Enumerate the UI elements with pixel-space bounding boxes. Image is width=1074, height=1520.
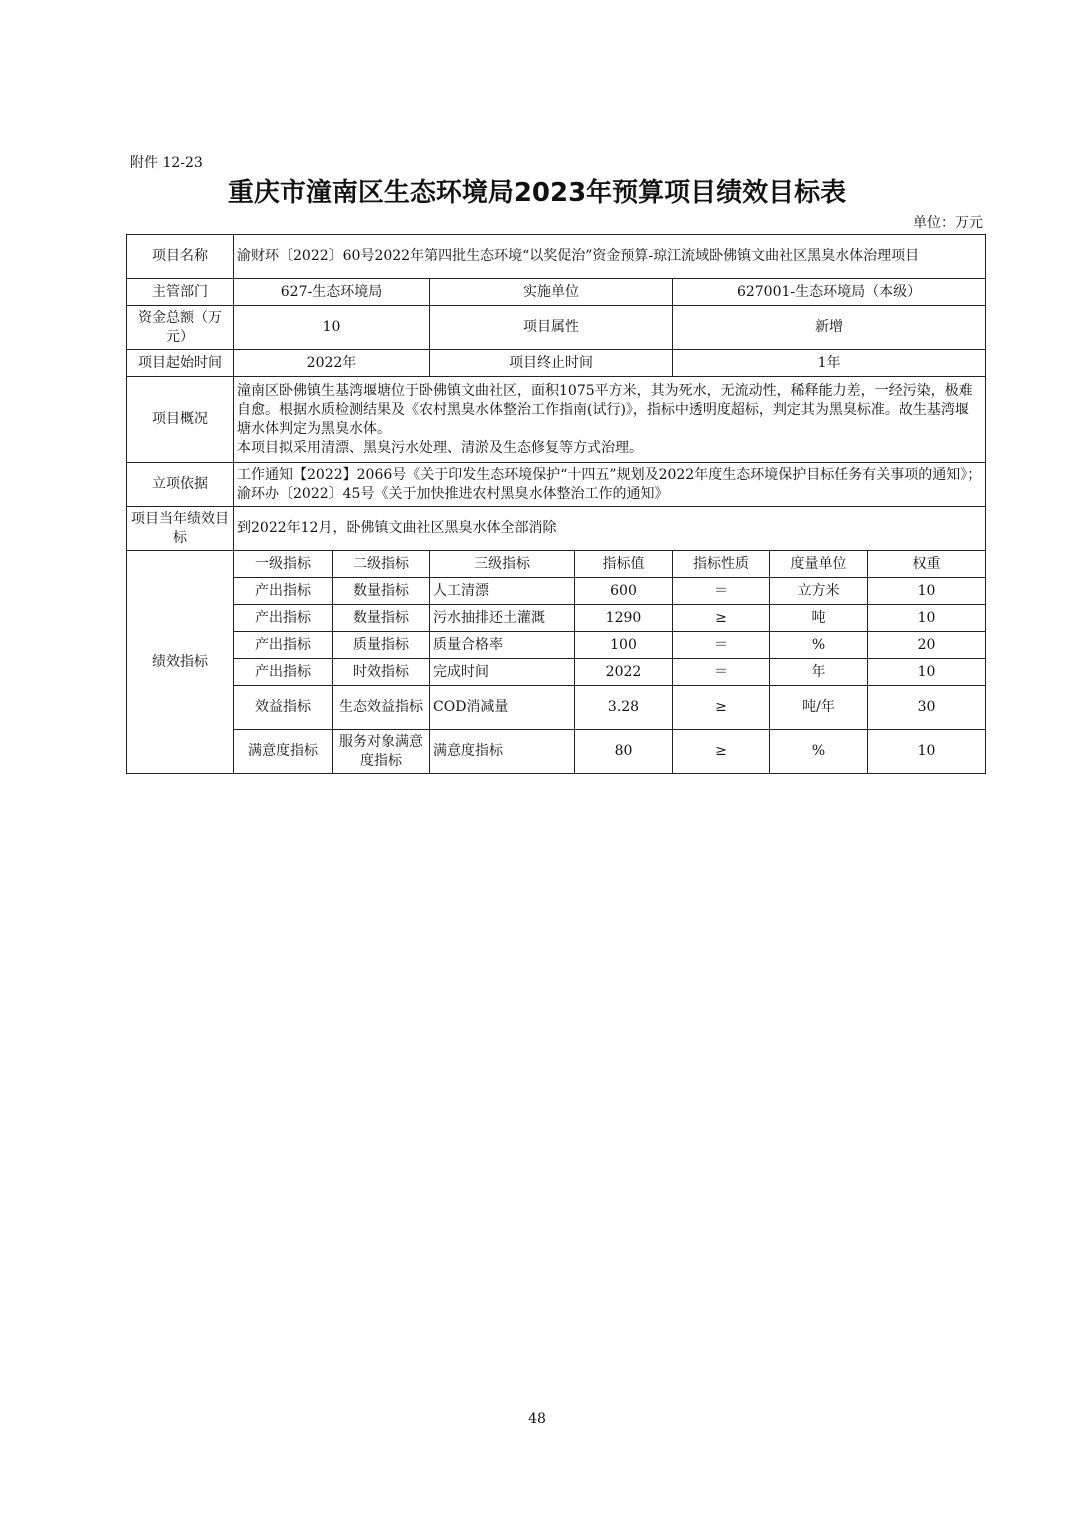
project-name-label: 项目名称 — [127, 235, 234, 279]
fund-label: 资金总额（万元） — [127, 306, 234, 350]
fund-value: 10 — [234, 306, 430, 350]
page-title: 重庆市潼南区生态环境局2023年预算项目绩效目标表 — [227, 178, 847, 208]
level2-cell: 数量指标 — [333, 578, 430, 605]
nature-cell: ＝ — [673, 659, 770, 686]
nature-cell: ＝ — [673, 632, 770, 659]
indicators-label: 绩效指标 — [127, 551, 234, 774]
attr-label: 项目属性 — [430, 306, 673, 350]
header-cell: 指标性质 — [673, 551, 770, 578]
level3-cell: COD消减量 — [430, 686, 575, 730]
level2-cell: 服务对象满意度指标 — [333, 730, 430, 774]
nature-cell: ≥ — [673, 730, 770, 774]
level1-cell: 效益指标 — [234, 686, 333, 730]
table-row — [127, 659, 986, 686]
header-cell: 一级指标 — [234, 551, 333, 578]
table-row — [127, 632, 986, 659]
dept-value: 627-生态环境局 — [234, 279, 430, 306]
level3-cell: 完成时间 — [430, 659, 575, 686]
level1-cell: 产出指标 — [234, 578, 333, 605]
level2-cell: 生态效益指标 — [333, 686, 430, 730]
attachment-label: 附件 12-23 — [130, 155, 203, 171]
unit-cell: % — [770, 730, 868, 774]
row-project-name — [127, 235, 986, 279]
unit-cell: 吨 — [770, 605, 868, 632]
level1-cell: 产出指标 — [234, 659, 333, 686]
weight-cell: 10 — [868, 659, 986, 686]
row-goal — [127, 507, 986, 551]
start-value: 2022年 — [234, 350, 430, 377]
level3-cell: 污水抽排还土灌溉 — [430, 605, 575, 632]
goal-label: 项目当年绩效目标 — [127, 507, 234, 551]
value-cell: 2022 — [575, 659, 673, 686]
level2-cell: 质量指标 — [333, 632, 430, 659]
header-cell: 二级指标 — [333, 551, 430, 578]
overview-paragraph-2: 本项目拟采用清漂、黑臭污水处理、清淤及生态修复等方式治理。 — [237, 439, 643, 456]
header-cell: 指标值 — [575, 551, 673, 578]
impl-value: 627001-生态环境局（本级） — [673, 279, 986, 306]
weight-cell: 30 — [868, 686, 986, 730]
weight-cell: 20 — [868, 632, 986, 659]
unit-cell: % — [770, 632, 868, 659]
level1-cell: 满意度指标 — [234, 730, 333, 774]
basis-label: 立项依据 — [127, 463, 234, 507]
dept-label: 主管部门 — [127, 279, 234, 306]
indicator-header-row — [127, 551, 986, 578]
attr-value: 新增 — [673, 306, 986, 350]
weight-cell: 10 — [868, 605, 986, 632]
table-row — [127, 605, 986, 632]
nature-cell: ≥ — [673, 686, 770, 730]
performance-target-table — [126, 234, 986, 774]
start-label: 项目起始时间 — [127, 350, 234, 377]
value-cell: 3.28 — [575, 686, 673, 730]
goal-value: 到2022年12月，卧佛镇文曲社区黑臭水体全部消除 — [234, 507, 986, 551]
impl-label: 实施单位 — [430, 279, 673, 306]
unit-cell: 年 — [770, 659, 868, 686]
overview-label: 项目概况 — [127, 377, 234, 463]
unit-label: 单位：万元 — [913, 215, 983, 231]
row-fund — [127, 306, 986, 350]
level3-cell: 满意度指标 — [430, 730, 575, 774]
overview-value — [234, 377, 986, 463]
header-cell: 度量单位 — [770, 551, 868, 578]
level2-cell: 时效指标 — [333, 659, 430, 686]
nature-cell: ≥ — [673, 605, 770, 632]
end-label: 项目终止时间 — [430, 350, 673, 377]
row-time — [127, 350, 986, 377]
row-basis — [127, 463, 986, 507]
level3-cell: 人工清漂 — [430, 578, 575, 605]
nature-cell: ＝ — [673, 578, 770, 605]
row-overview — [127, 377, 986, 463]
project-name-value: 渝财环〔2022〕60号2022年第四批生态环境“以奖促治”资金预算-琼江流域卧佛镇文曲社区黑臭水体治理项目 — [234, 235, 986, 279]
level2-cell: 数量指标 — [333, 605, 430, 632]
value-cell: 100 — [575, 632, 673, 659]
table-row — [127, 730, 986, 774]
level1-cell: 产出指标 — [234, 632, 333, 659]
unit-cell: 吨/年 — [770, 686, 868, 730]
table-row — [127, 578, 986, 605]
weight-cell: 10 — [868, 578, 986, 605]
unit-cell: 立方米 — [770, 578, 868, 605]
value-cell: 600 — [575, 578, 673, 605]
weight-cell: 10 — [868, 730, 986, 774]
row-department — [127, 279, 986, 306]
header-cell: 权重 — [868, 551, 986, 578]
basis-value: 工作通知【2022】2066号《关于印发生态环境保护“十四五”规划及2022年度生态环境保护目标任务有关事项的通知》；渝环办〔2022〕45号《关于加快推进农村黑臭水体整治工作的通知》 — [234, 463, 986, 507]
table-row — [127, 686, 986, 730]
overview-paragraph-1: 潼南区卧佛镇生基湾堰塘位于卧佛镇文曲社区，面积1075平方米，其为死水，无流动性，稀释能力差，一经污染，极难自愈。根据水质检测结果及《农村黑臭水体整治工作指南(试行)》，指标中透明度超标，判定其为黑臭标准。故生基湾堰塘水体判定为黑臭水体。 — [237, 382, 973, 437]
header-cell: 三级指标 — [430, 551, 575, 578]
level1-cell: 产出指标 — [234, 605, 333, 632]
page-number: 48 — [528, 1411, 546, 1427]
end-value: 1年 — [673, 350, 986, 377]
value-cell: 1290 — [575, 605, 673, 632]
level3-cell: 质量合格率 — [430, 632, 575, 659]
value-cell: 80 — [575, 730, 673, 774]
